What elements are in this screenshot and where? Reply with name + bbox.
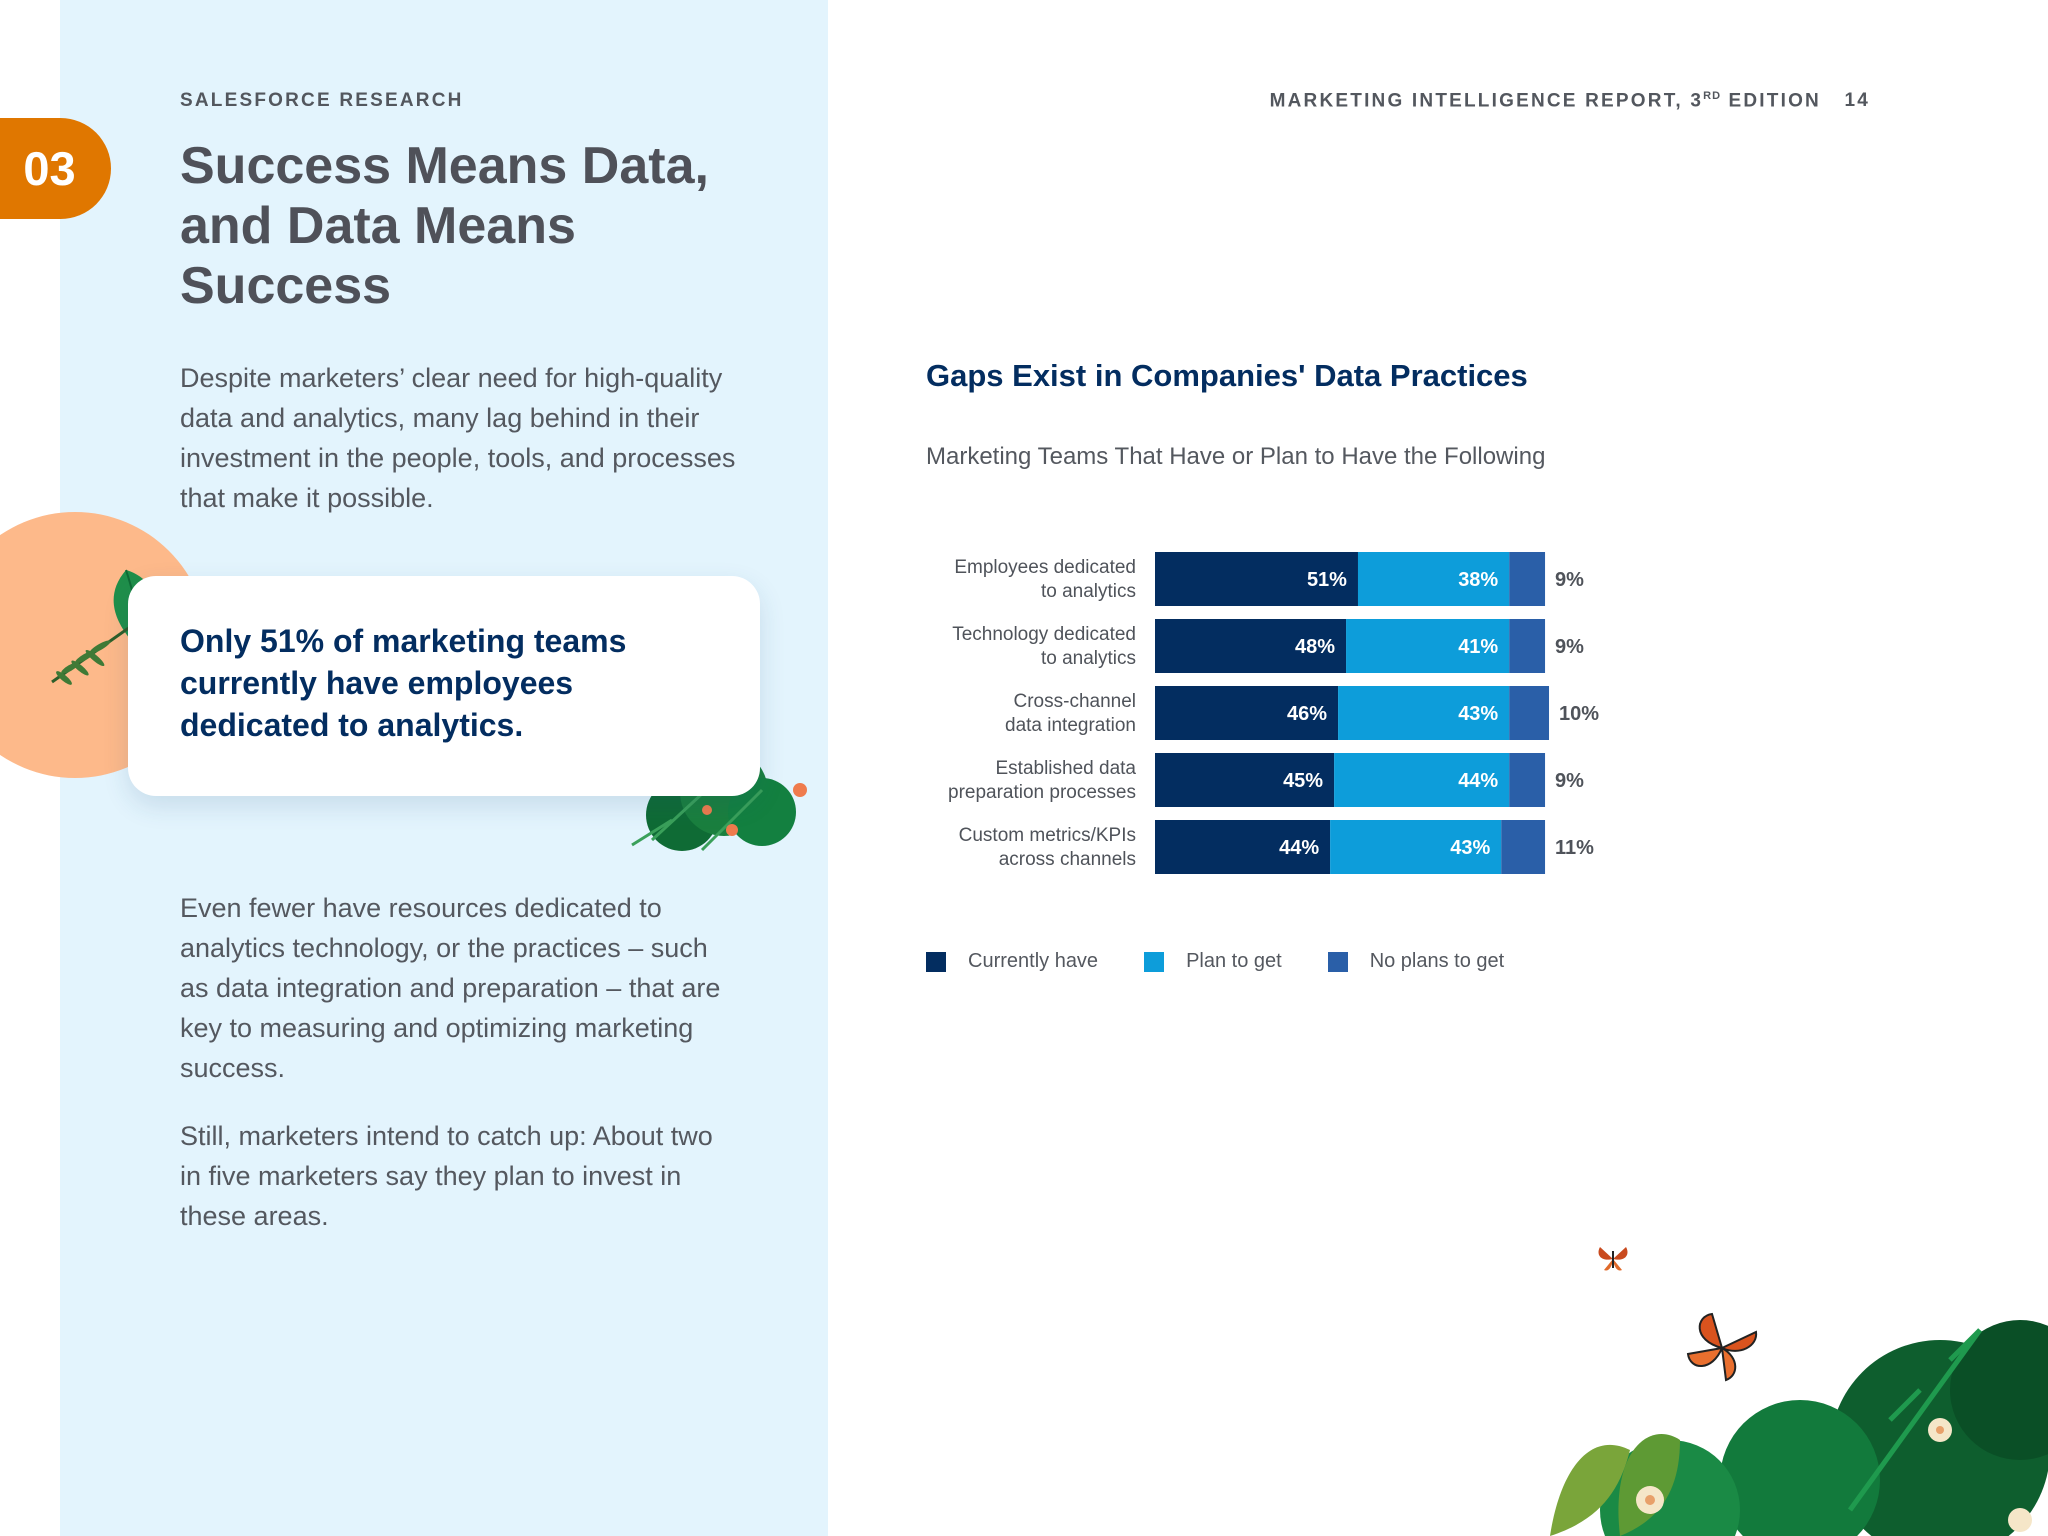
data-label: 9%: [1555, 636, 1584, 658]
category-label: to analytics: [1040, 581, 1136, 602]
data-label: 38%: [1458, 569, 1499, 591]
bar-no-plans-to-get: [1509, 619, 1545, 673]
publisher-label: SALESFORCE RESEARCH: [180, 90, 464, 111]
data-label: 11%: [1555, 837, 1594, 859]
category-label: across channels: [998, 849, 1136, 870]
chart-subtitle: Marketing Teams That Have or Plan to Have the Following: [926, 443, 1546, 470]
report-title-suffix: EDITION: [1721, 90, 1821, 112]
data-label: 45%: [1283, 770, 1324, 792]
bar-no-plans-to-get: [1509, 686, 1549, 740]
data-label: 9%: [1555, 569, 1584, 591]
data-label: 48%: [1295, 636, 1336, 658]
category-label: Custom metrics/KPIs: [958, 825, 1136, 846]
butterfly-small-illustration: [1596, 1242, 1630, 1276]
data-label: 43%: [1458, 703, 1499, 725]
category-label: Technology dedicated: [952, 624, 1136, 645]
legend-item-no-plans-to-get: [1328, 950, 1505, 973]
stacked-bar-chart: [900, 540, 1660, 880]
chart-title: Gaps Exist in Companies' Data Practices: [926, 358, 1528, 393]
intro-paragraph: Despite marketers’ clear need for high-quality data and analytics, many lag behind in their investment in the people, tools, and processes that make it possible.: [180, 363, 736, 513]
legend-label-currently-have: Currently have: [968, 950, 1099, 972]
category-label: to analytics: [1040, 648, 1136, 669]
report-title-superscript: RD: [1703, 90, 1722, 102]
foliage-illustration: [1420, 1300, 2048, 1536]
page-title: Success Means Data, and Data Means Success: [180, 137, 709, 315]
legend-item-plan-to-get: [1144, 950, 1282, 973]
bar-no-plans-to-get: [1509, 753, 1545, 807]
data-label: 41%: [1458, 636, 1499, 658]
section-number-badge: 03: [0, 118, 111, 219]
category-label: data integration: [1005, 715, 1136, 736]
legend-label-no-plans-to-get: No plans to get: [1369, 950, 1505, 972]
data-label: 43%: [1450, 837, 1491, 859]
data-label: 44%: [1458, 770, 1499, 792]
legend-swatch-plan-to-get: [1144, 952, 1164, 972]
data-label: 9%: [1555, 770, 1584, 792]
callout-card: [128, 576, 760, 796]
category-label: preparation processes: [948, 782, 1136, 803]
report-title-label: [1270, 90, 1870, 112]
category-label: Established data: [995, 758, 1136, 779]
body-paragraph-2: Still, marketers intend to catch up: About two in five marketers say they plan to invest in these areas.: [180, 1121, 713, 1231]
data-label: 10%: [1559, 703, 1600, 725]
data-label: 44%: [1279, 837, 1320, 859]
legend-label-plan-to-get: Plan to get: [1186, 950, 1282, 972]
bar-no-plans-to-get: [1501, 820, 1545, 874]
category-label: Employees dedicated: [954, 557, 1136, 578]
chart-legend: [926, 950, 1550, 973]
page-number: 14: [1844, 90, 1870, 112]
legend-item-currently-have: [926, 950, 1098, 973]
report-title-prefix: MARKETING INTELLIGENCE REPORT, 3: [1269, 90, 1704, 112]
bar-no-plans-to-get: [1509, 552, 1545, 606]
legend-swatch-currently-have: [926, 952, 946, 972]
data-label: 46%: [1287, 703, 1328, 725]
callout-text: Only 51% of marketing teams currently have employees dedicated to analytics.: [180, 623, 627, 743]
body-paragraph-1: Even fewer have resources dedicated to analytics technology, or the practices – such as data integration and preparation – that are key to measuring and optimizing marketing success.: [180, 893, 721, 1083]
legend-swatch-no-plans-to-get: [1328, 952, 1348, 972]
data-label: 51%: [1306, 569, 1347, 591]
category-label: Cross-channel: [1013, 691, 1136, 712]
